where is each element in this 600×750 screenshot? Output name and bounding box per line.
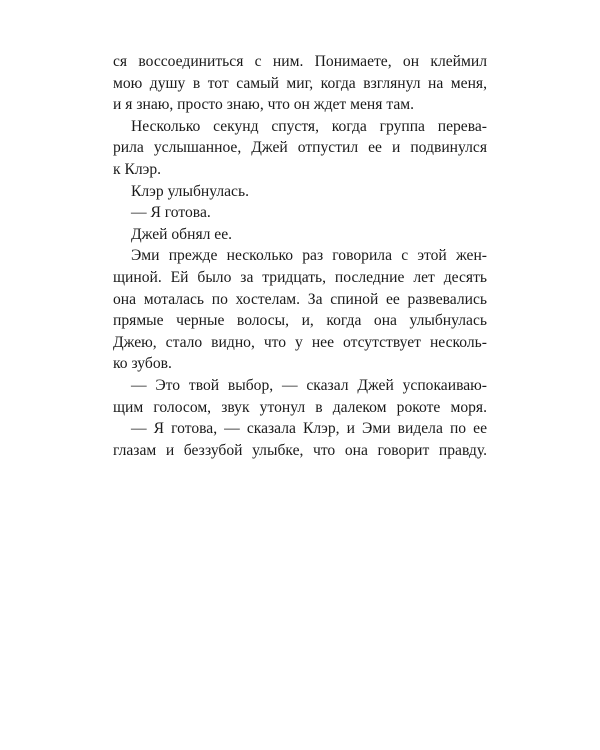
- text-line: Джей обнял ее.: [131, 225, 233, 243]
- text-line: к Клэр.: [113, 160, 162, 178]
- text-line: — Я готова, — сказала Клэр, и Эми видела по ее: [131, 420, 487, 438]
- text-line: мою душу в тот самый миг, когда взглянул на меня,: [113, 74, 487, 92]
- text-line: она моталась по хостелам. За спиной ее развевались: [113, 290, 487, 308]
- text-line: и я знаю, просто знаю, что он ждет меня там.: [113, 96, 415, 114]
- text-line: прямые черные волосы, и, когда она улыбнулась: [113, 312, 487, 330]
- body-text: [113, 51, 487, 461]
- text-line: ся воссоединиться с ним. Понимаете, он клеймил: [113, 53, 487, 70]
- text-line: щиной. Ей было за тридцать, последние лет десять: [113, 268, 487, 286]
- text-line: глазам и беззубой улыбке, что она говорит правду.: [113, 441, 487, 459]
- text-line: рила услышанное, Джей отпустил ее и подвинулся: [113, 139, 487, 157]
- text-line: — Я готова.: [131, 204, 211, 222]
- text-line: ко зубов.: [113, 355, 172, 373]
- text-line: Джею, стало видно, что у нее отсутствует несколь-: [113, 333, 487, 351]
- text-line: — Это твой выбор, — сказал Джей успокаиваю-: [131, 376, 487, 394]
- text-line: Эми прежде несколько раз говорила с этой жен-: [131, 247, 487, 265]
- text-line: щим голосом, звук утонул в далеком рокоте моря.: [113, 398, 487, 416]
- text-line: Несколько секунд спустя, когда группа перева-: [131, 117, 487, 135]
- text-line: Клэр улыбнулась.: [131, 182, 249, 200]
